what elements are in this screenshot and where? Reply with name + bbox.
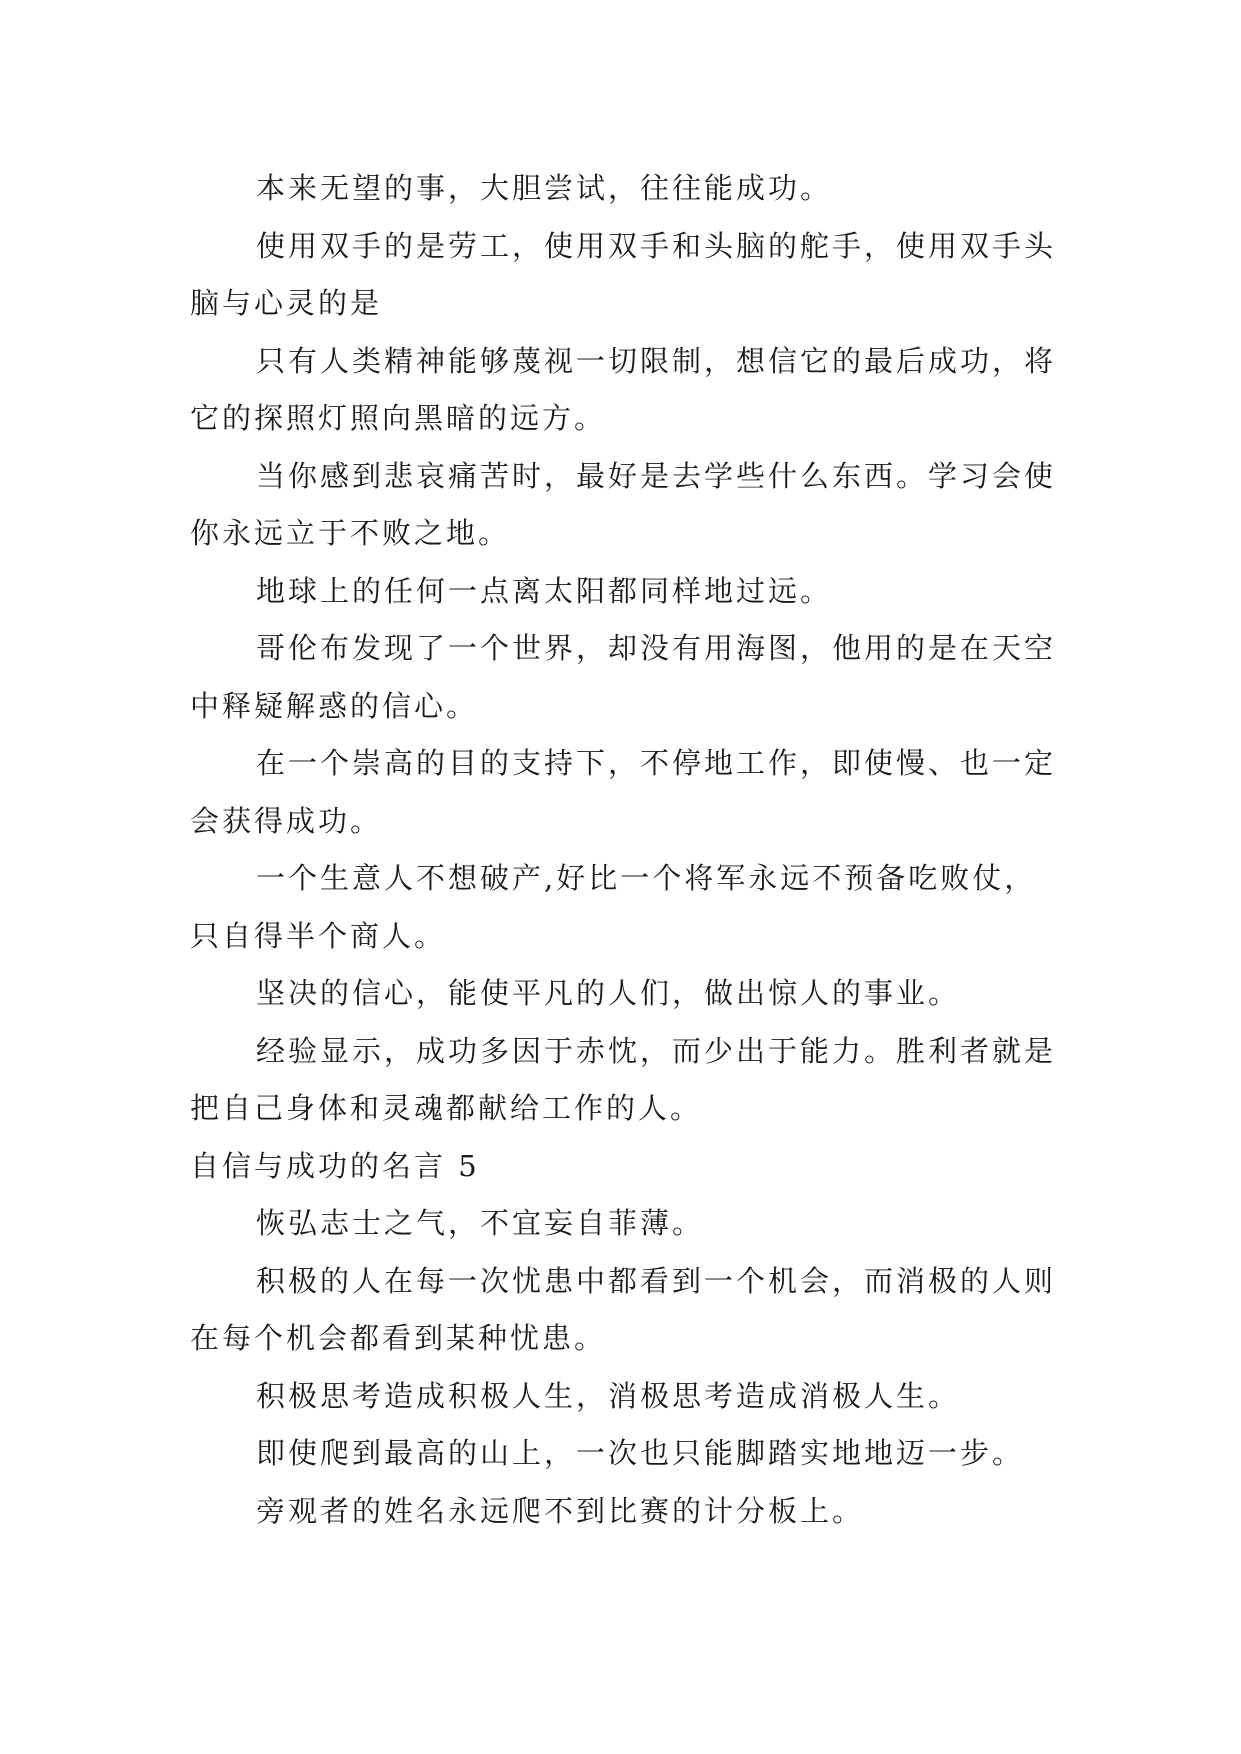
paragraph: 积极的人在每一次忧患中都看到一个机会，而消极的人则在每个机会都看到某种忧患。 — [190, 1263, 1057, 1355]
paragraph: 一个生意人不想破产,好比一个将军永远不预备吃败仗，只自得半个商人。 — [190, 861, 1037, 953]
section-heading: 自信与成功的名言 5 — [190, 1148, 480, 1183]
paragraph: 恢弘志士之气，不宜妄自菲薄。 — [256, 1206, 705, 1240]
paragraph: 使用双手的是劳工，使用双手和头脑的舵手，使用双手头脑与心灵的是 — [190, 228, 1057, 320]
document-body — [190, 160, 1060, 1540]
paragraph: 哥伦布发现了一个世界，却没有用海图，他用的是在天空中释疑解惑的信心。 — [190, 631, 1057, 723]
paragraph: 旁观者的姓名永远爬不到比赛的计分板上。 — [256, 1493, 865, 1528]
paragraph: 当你感到悲哀痛苦时，最好是去学些什么东西。学习会使你永远立于不败之地。 — [190, 458, 1057, 550]
paragraph: 地球上的任何一点离太阳都同样地过远。 — [256, 573, 833, 608]
paragraph: 本来无望的事，大胆尝试，往往能成功。 — [256, 171, 833, 205]
paragraph: 积极思考造成积极人生，消极思考造成消极人生。 — [256, 1378, 961, 1413]
paragraph: 在一个崇高的目的支持下，不停地工作，即使慢、也一定会获得成功。 — [190, 746, 1057, 838]
paragraph: 坚决的信心，能使平凡的人们，做出惊人的事业。 — [256, 976, 961, 1010]
paragraph: 经验显示，成功多因于赤忱，而少出于能力。胜利者就是把自己身体和灵魂都献给工作的人。 — [190, 1033, 1057, 1125]
paragraph: 只有人类精神能够蔑视一切限制，想信它的最后成功，将它的探照灯照向黑暗的远方。 — [190, 343, 1057, 435]
paragraph: 即使爬到最高的山上，一次也只能脚踏实地地迈一步。 — [256, 1436, 1025, 1470]
